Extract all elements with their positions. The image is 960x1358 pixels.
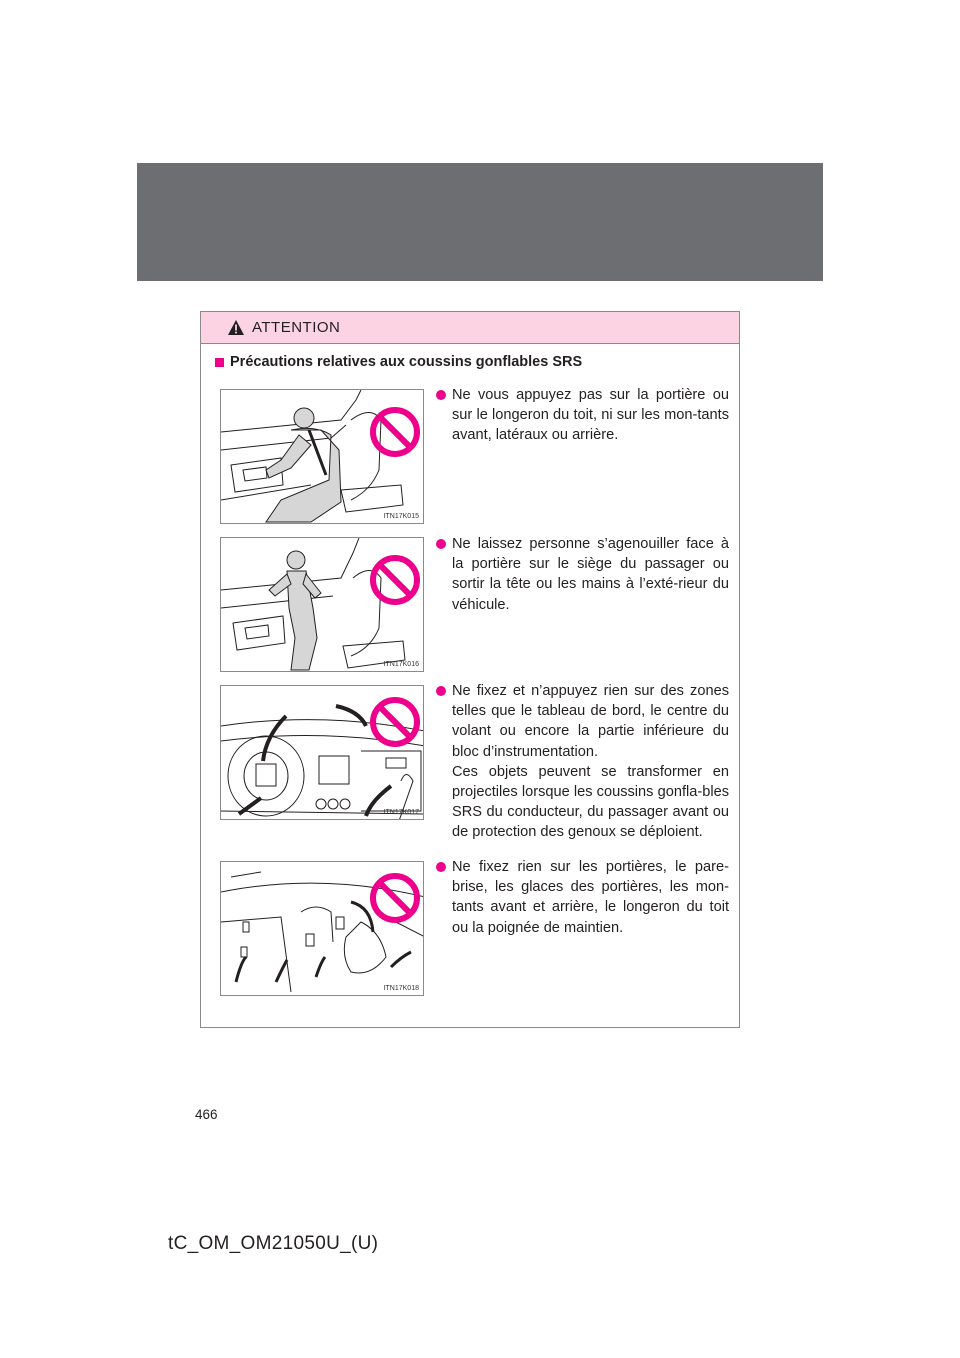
item-bullet-text: Ne laissez personne s’agenouiller face à la portière sur le siège du passager ou sortir la tête ou les mains à l’exté-rieur du véhicule.: [437, 534, 729, 615]
prohibition-icon: [369, 872, 421, 924]
item-bullet-text: Ne fixez rien sur les portières, le pare-brise, les glaces des portières, les mon-tants avant et arrière, le longeron du toit ou la poignée de maintien.: [437, 857, 729, 938]
item-text-3: [437, 681, 729, 843]
illustration-code: ITN17K016: [383, 661, 419, 668]
item-bullet-text: Ne vous appuyez pas sur la portière ou sur le longeron du toit, ni sur les mon-tants avant, latéraux ou arrière.: [437, 385, 729, 446]
attention-header: [201, 312, 739, 344]
illustration-code: ITN17K018: [383, 985, 419, 992]
item-bullet-text: Ne fixez et n’appuyez rien sur des zones telles que le tableau de bord, le centre du volant ou encore la partie inférieure du bloc d’instrumentation.: [437, 681, 729, 762]
prohibition-icon: [369, 696, 421, 748]
square-bullet: [215, 358, 224, 367]
header-band: [137, 163, 823, 281]
attention-title: ATTENTION: [252, 319, 341, 336]
warning-triangle-icon: [227, 319, 245, 336]
illustration-dashboard: [220, 685, 424, 820]
page-number: 466: [195, 1107, 218, 1122]
illustration-cabin: [220, 861, 424, 996]
prohibition-icon: [369, 554, 421, 606]
item-text-4: [437, 857, 729, 938]
illustration-lean-door: [220, 389, 424, 524]
section-heading-text: Précautions relatives aux coussins gonflables SRS: [230, 354, 583, 370]
item-text-2: [437, 534, 729, 615]
prohibition-icon: [369, 406, 421, 458]
section-heading: [215, 354, 582, 370]
footer-code: tC_OM_OM21050U_(U): [168, 1233, 379, 1254]
illustration-code: ITN17K015: [383, 513, 419, 520]
attention-box: [200, 311, 740, 1028]
illustration-code: ITN17K017: [383, 809, 419, 816]
item-text-1: [437, 385, 729, 446]
item-note-text: Ces objets peuvent se transformer en projectiles lorsque les coussins gonfla-bles SRS du conducteur, du passager avant ou de protection des genoux se déploient.: [452, 763, 729, 841]
illustration-kneel-door: [220, 537, 424, 672]
